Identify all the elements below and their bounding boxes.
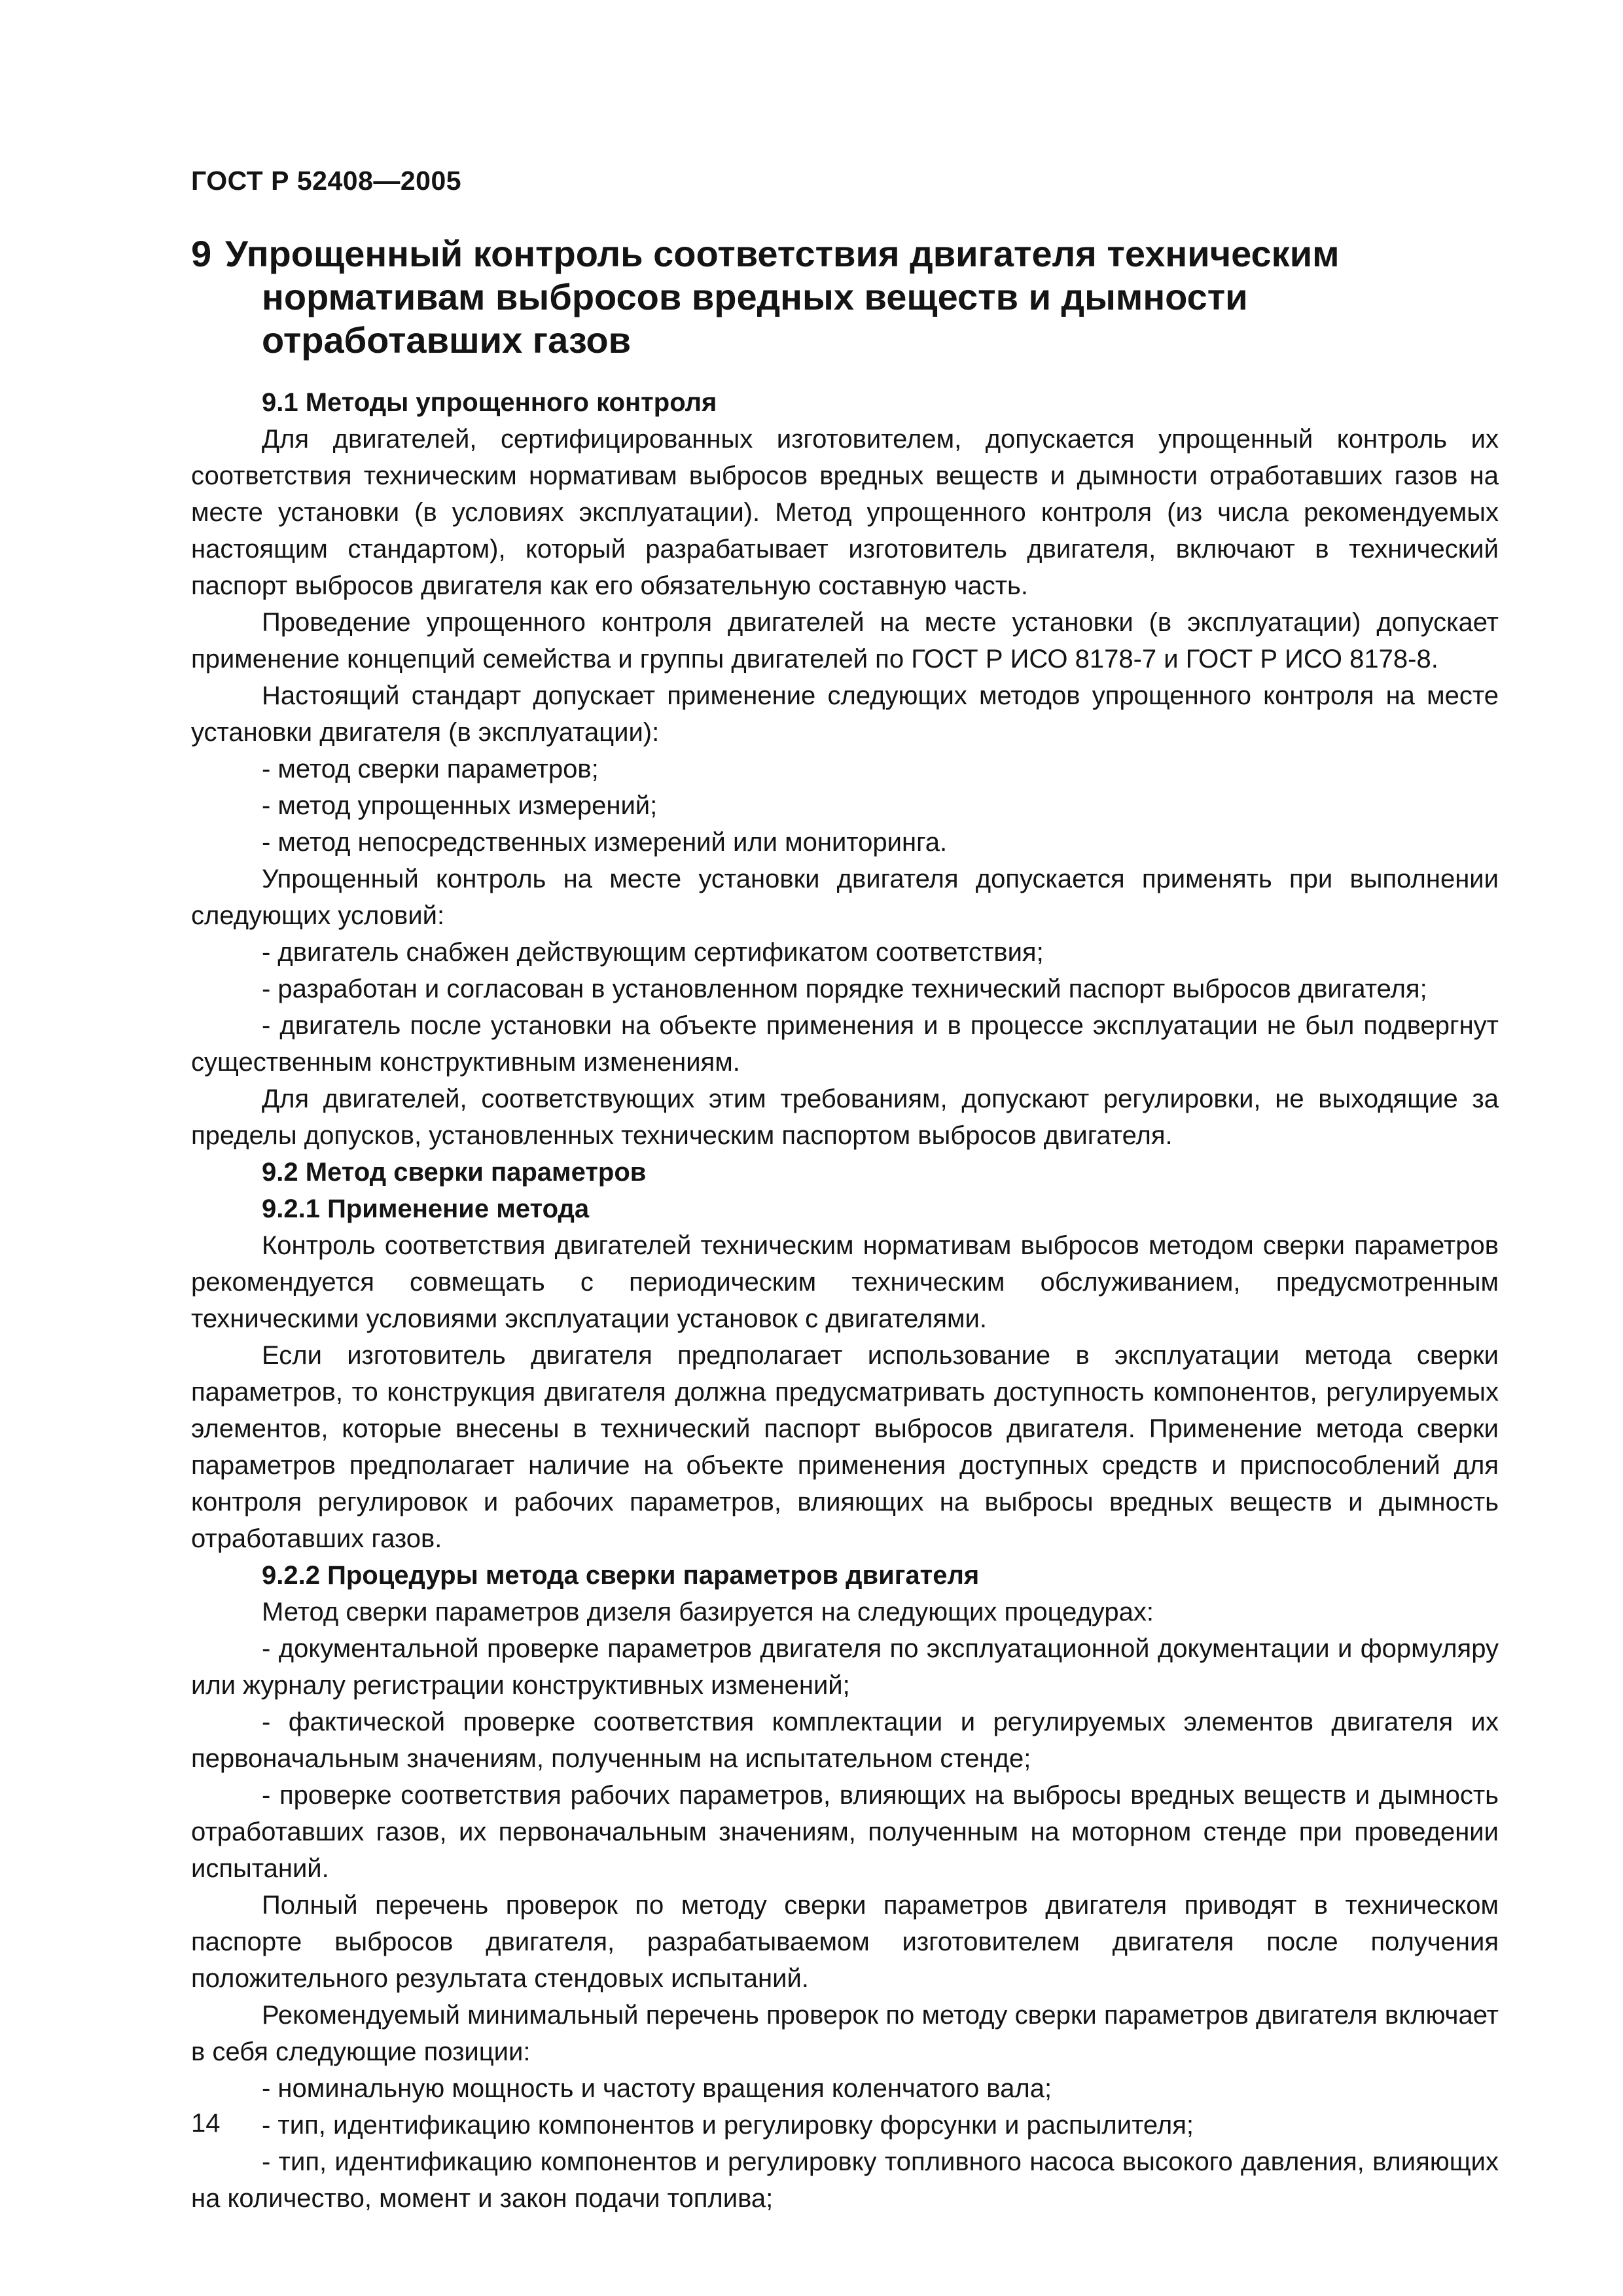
subsection-heading-9-2-2: 9.2.2 Процедуры метода сверки параметров двигателя [262, 1561, 980, 1590]
page-content [191, 232, 1499, 2217]
paragraph: Настоящий стандарт допускает применение следующих методов упрощенного контроля на месте установки двигателя (в эксплуатации): [191, 681, 1499, 747]
list-item: - метод непосредственных измерений или мониторинга. [262, 828, 948, 857]
paragraph: Рекомендуемый минимальный перечень проверок по методу сверки параметров двигателя включает в себя следующие позиции: [191, 2001, 1499, 2066]
list-item: - тип, идентификацию компонентов и регулировку топливного насоса высокого давления, влияющих на количество, момент и закон подачи топлива; [191, 2147, 1499, 2213]
paragraph: Если изготовитель двигателя предполагает использование в эксплуатации метода сверки параметров, то конструкция двигателя должна предусматривать доступность компонентов, регулируемых элементов, которые внесены в технический паспорт выбросов двигателя. Применение метода сверки параметров предполагает наличие на объекте применения доступных средств и приспособлений для контроля регулировок и рабочих параметров, влияющих на выбросы вредных веществ и дымность отработавших газов. [191, 1341, 1499, 1553]
list-item: - проверке соответствия рабочих параметров, влияющих на выбросы вредных веществ и дымность отработавших газов, их первоначальным значениям, полученным на моторном стенде при проведении испытаний. [191, 1781, 1499, 1883]
list-item: - метод упрощенных измерений; [262, 791, 658, 820]
paragraph: Для двигателей, соответствующих этим требованиям, допускают регулировки, не выходящие за пределы допусков, установленных техническим паспортом выбросов двигателя. [191, 1085, 1499, 1150]
list-item: - двигатель снабжен действующим сертификатом соответствия; [262, 938, 1044, 967]
paragraph: Контроль соответствия двигателей техническим нормативам выбросов методом сверки параметров рекомендуется совмещать с периодическим техническим обслуживанием, предусмотренным техническими условиями эксплуатации установок с двигателями. [191, 1231, 1499, 1333]
section-title-text: Упрощенный контроль соответствия двигателя техническим нормативам выбросов вредных веществ и дымности отработавших газов [225, 233, 1340, 361]
list-item: - разработан и согласован в установленном порядке технический паспорт выбросов двигателя; [262, 975, 1427, 1003]
paragraph: Упрощенный контроль на месте установки двигателя допускается применять при выполнении следующих условий: [191, 865, 1499, 930]
list-item: - документальной проверке параметров двигателя по эксплуатационной документации и формуляру или журналу регистрации конструктивных изменений; [191, 1634, 1499, 1700]
subsection-heading-9-1: 9.1 Методы упрощенного контроля [262, 388, 717, 417]
section-title [191, 232, 1499, 362]
page-header: ГОСТ Р 52408—2005 [191, 166, 462, 196]
list-item: - двигатель после установки на объекте применения и в процессе эксплуатации не был подвергнут существенным конструктивным изменениям. [191, 1011, 1499, 1077]
paragraph: Метод сверки параметров дизеля базируется на следующих процедурах: [262, 1598, 1154, 1626]
section-number: 9 [191, 233, 212, 274]
list-item: - номинальную мощность и частоту вращения коленчатого вала; [262, 2074, 1052, 2103]
paragraph: Полный перечень проверок по методу сверки параметров двигателя приводят в техническом паспорте выбросов двигателя, разрабатываемом изготовителем двигателя после получения положительного результата стендовых испытаний. [191, 1891, 1499, 1993]
subsection-heading-9-2: 9.2 Метод сверки параметров [262, 1158, 647, 1187]
list-item: - метод сверки параметров; [262, 755, 599, 783]
subsection-heading-9-2-1: 9.2.1 Применение метода [262, 1194, 590, 1223]
paragraph: Для двигателей, сертифицированных изготовителем, допускается упрощенный контроль их соответствия техническим нормативам выбросов вредных веществ и дымности отработавших газов на месте установки (в условиях эксплуатации). Метод упрощенного контроля (из числа рекомендуемых настоящим стандартом), который разрабатывает изготовитель двигателя, включают в технический паспорт выбросов двигателя как его обязательную составную часть. [191, 425, 1499, 600]
paragraph: Проведение упрощенного контроля двигателей на месте установки (в эксплуатации) допускает применение концепций семейства и группы двигателей по ГОСТ Р ИСО 8178-7 и ГОСТ Р ИСО 8178-8. [191, 608, 1499, 673]
list-item: - тип, идентификацию компонентов и регулировку форсунки и распылителя; [262, 2111, 1194, 2140]
page-number: 14 [191, 2109, 221, 2138]
list-item: - фактической проверке соответствия комплектации и регулируемых элементов двигателя их первоначальным значениям, полученным на испытательном стенде; [191, 1708, 1499, 1773]
